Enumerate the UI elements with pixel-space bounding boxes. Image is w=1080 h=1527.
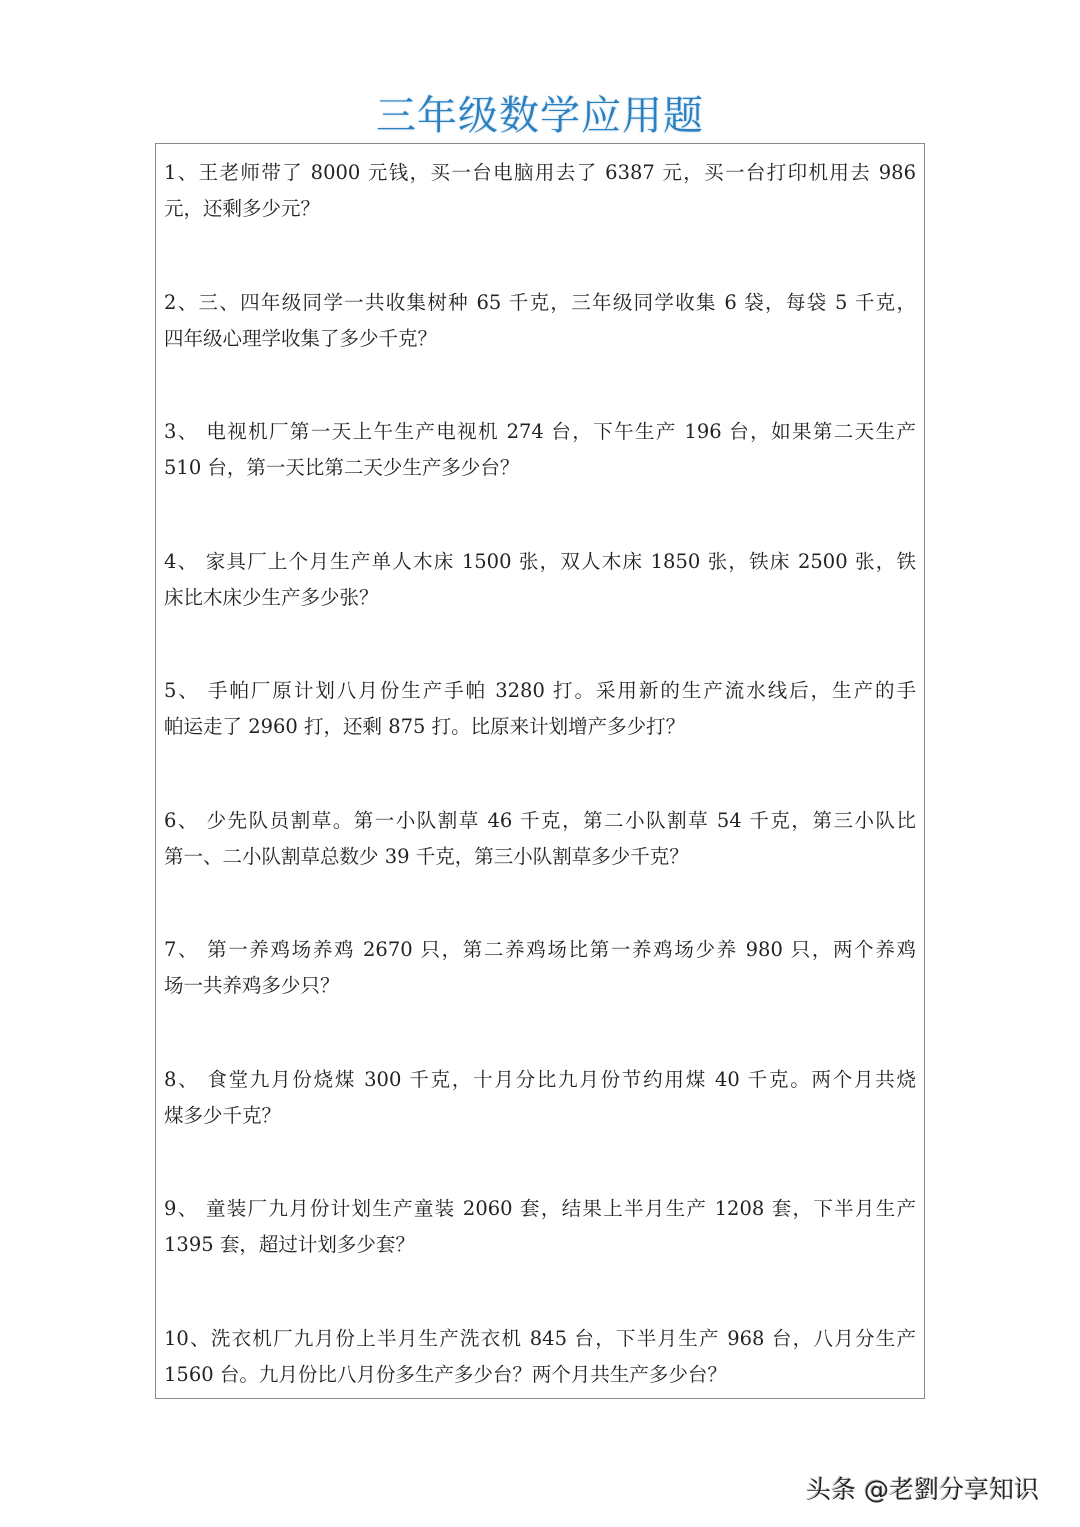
- question-item: [164, 1062, 916, 1134]
- question-line: 1560 台。九月份比八月份多生产多少台？两个月共生产多少台？: [164, 1362, 727, 1386]
- question-line: 第一、二小队割草总数少 39 千克，第三小队割草多少千克？: [164, 844, 689, 868]
- question-item: [164, 803, 916, 875]
- question-line: 3、 电视机厂第一天上午生产电视机 274 台，下午生产 196 台，如果第二天生产: [164, 420, 916, 443]
- question-item: [164, 932, 916, 1004]
- question-line: 5、 手帕厂原计划八月份生产手帕 3280 打。采用新的生产流水线后，生产的手: [164, 679, 916, 702]
- question-item: [164, 1191, 916, 1263]
- question-item: [164, 155, 916, 227]
- question-line: 元，还剩多少元？: [164, 197, 321, 220]
- page-title: 三年级数学应用题: [376, 93, 704, 139]
- question-line: 场一共养鸡多少只？: [164, 974, 340, 997]
- question-line: 1395 套，超过计划多少套？: [164, 1233, 415, 1256]
- question-item: [164, 544, 916, 616]
- question-line: 床比木床少生产多少张？: [164, 585, 379, 609]
- question-item: [164, 285, 916, 357]
- question-line: 4、 家具厂上个月生产单人木床 1500 张，双人木床 1850 张，铁床 2500 张，铁: [164, 549, 916, 573]
- question-item: [164, 414, 916, 486]
- question-item: [164, 1321, 916, 1393]
- question-line: 7、 第一养鸡场养鸡 2670 只，第二养鸡场比第一养鸡场少养 980 只，两个养鸡: [164, 938, 916, 961]
- question-line: 9、 童装厂九月份计划生产童装 2060 套，结果上半月生产 1208 套，下半月生产: [164, 1197, 916, 1220]
- question-item: [164, 673, 916, 745]
- question-line: 6、 少先队员割草。第一小队割草 46 千克，第二小队割草 54 千克，第三小队比: [164, 808, 916, 832]
- watermark: 头条 @老劉分享知识: [806, 1475, 1039, 1504]
- question-line: 煤多少千克？: [164, 1103, 282, 1127]
- questions-box: [155, 143, 925, 1399]
- question-line: 510 台，第一天比第二天少生产多少台？: [164, 456, 520, 479]
- question-line: 四年级心理学收集了多少千克？: [164, 326, 438, 350]
- question-line: 1、王老师带了 8000 元钱，买一台电脑用去了 6387 元，买一台打印机用去 986: [164, 161, 916, 184]
- question-line: 8、 食堂九月份烧煤 300 千克，十月分比九月份节约用煤 40 千克。两个月共烧: [164, 1067, 916, 1091]
- question-line: 帕运走了 2960 打，还剩 875 打。比原来计划增产多少打？: [164, 715, 686, 738]
- question-line: 2、三、四年级同学一共收集树种 65 千克，三年级同学收集 6 袋，每袋 5 千克，: [164, 290, 916, 314]
- question-line: 10、洗衣机厂九月份上半月生产洗衣机 845 台，下半月生产 968 台，八月分生产: [164, 1326, 916, 1350]
